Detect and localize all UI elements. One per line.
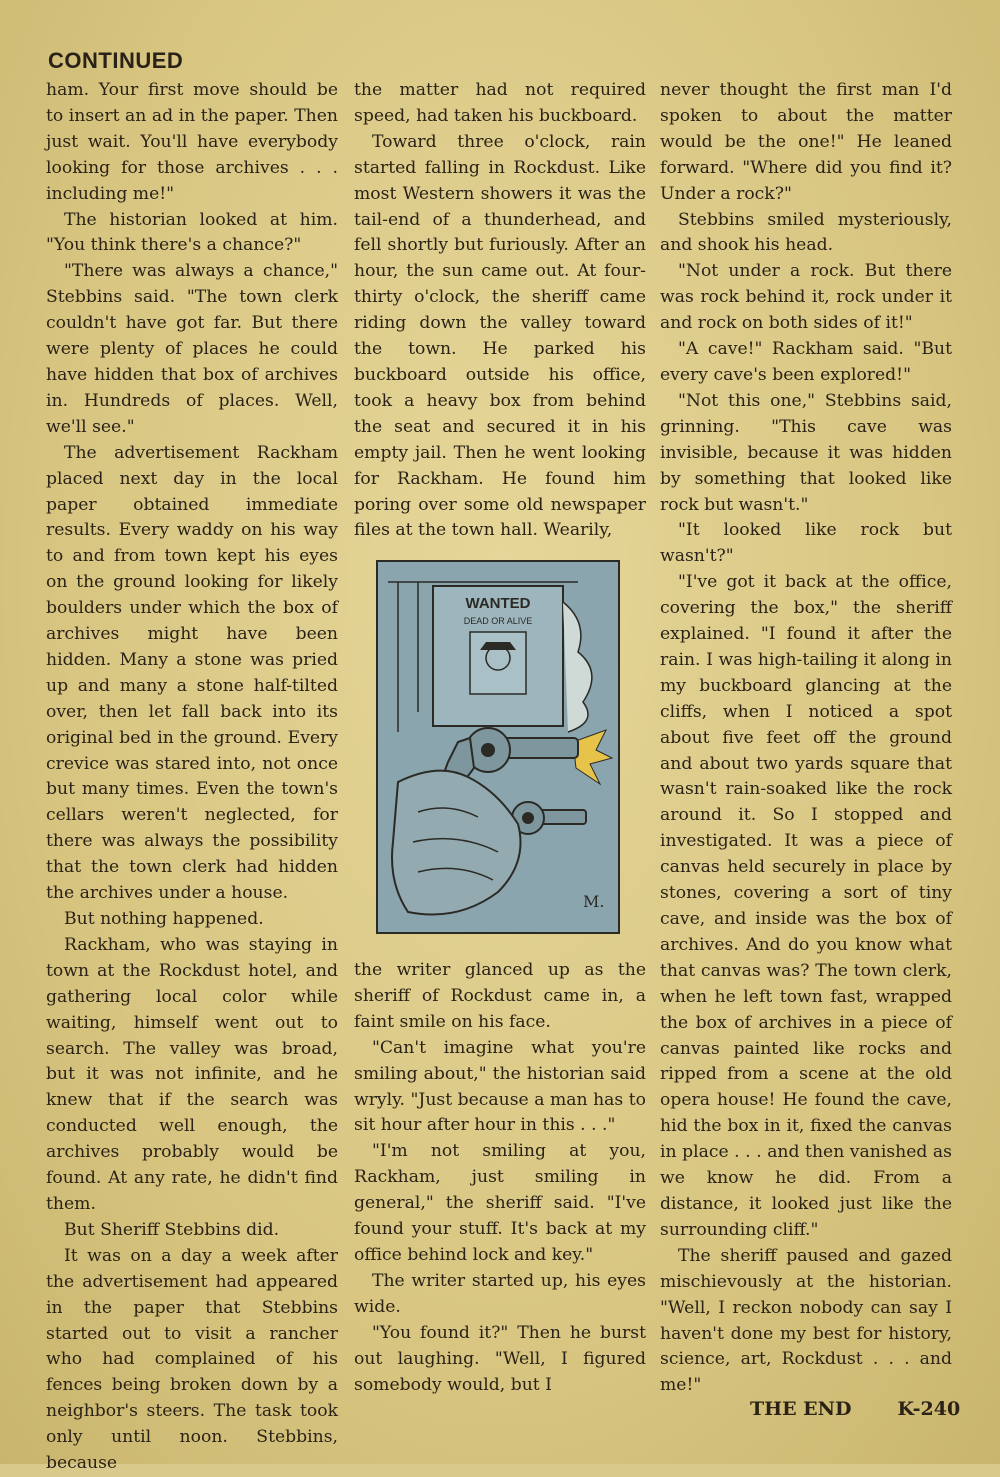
artist-signature: M. (583, 892, 605, 911)
paragraph: But nothing happened. (64, 909, 264, 929)
page-footer (750, 1398, 960, 1420)
paragraph: Toward three o'clock, rain started falling in Rockdust. Like most Western showers it was the tail-end of a thunderhead, and fell shortly but furiously. After an hour, the sun came out. At four-thirty o'clock, the sheriff came riding down the valley toward the town. He parked his buckboard outside his office, took a heavy box from behind the seat and secured it in his empty jail. Then he went looking for Rackham. He found him poring over some old newspaper files at the town hall. Wearily, (354, 131, 646, 541)
revolver-illustration (376, 560, 620, 934)
text-column-2-top (354, 78, 646, 544)
the-end-label: THE END (750, 1398, 852, 1420)
paragraph: The sheriff paused and gazed mischievously at the historian. "Well, I reckon nobody can say I haven't done my best for history, science, art, Rockdust . . . and me!" (660, 1245, 952, 1396)
paragraph: But Sheriff Stebbins did. (64, 1219, 280, 1240)
paragraph: the matter had not required speed, had taken his buckboard. (354, 80, 646, 126)
paragraph: "Not this one," Stebbins said, grinning. "This cave was invisible, because it was hidden by something that looked like rock but wasn't." (660, 390, 952, 515)
paragraph: Stebbins smiled mysteriously, and shook his head. (660, 209, 952, 256)
paragraph: "I'm not smiling at you, Rackham, just smiling in general," the sheriff said. "I've found your stuff. It's back at my office behind lock and key." (354, 1141, 646, 1265)
revolver-illustration-art (378, 562, 618, 932)
text-column-2-bottom (354, 958, 646, 1398)
paragraph: Rackham, who was staying in town at the Rockdust hotel, and gathering local color while waiting, himself went out to search. The valley was broad, but it was not infinite, and he knew that if the search was conducted well enough, the archives probably would be found. At any rate, he didn't find them. (46, 934, 338, 1214)
poster-subtitle: DEAD OR ALIVE (463, 616, 533, 626)
paragraph: "Not under a rock. But there was rock behind it, rock under it and rock on both sides of it!" (660, 261, 952, 334)
text-column-1 (46, 78, 338, 1477)
paragraph: ham. Your first move should be to insert an ad in the paper. Then just wait. You'll have everybody looking for those archives . . . including me!" (46, 80, 338, 204)
text-column-3 (660, 78, 952, 1399)
paragraph: "I've got it back at the office, covering the box," the sheriff explained. "I found it after the rain. I was high-tailing it along in my buckboard glancing at the cliffs, when I noticed a spot about five feet off the ground and about two yards square that wasn't rain-soaked like the rock around it. So I stopped and investigated. It was a piece of canvas held securely in place by stones, covering a sort of tiny cave, and inside was the box of archives. And do you know what that canvas was? The town clerk, when he left town fast, wrapped the box of archives in a piece of canvas painted like rocks and ripped from a scene at the old opera house! He found the cave, hid the box in it, fixed the canvas in place . . . and then vanished as we know he did. From a distance, it looked just like the surrounding cliff." (660, 572, 952, 1240)
poster-portrait (470, 632, 526, 694)
paragraph: "A cave!" Rackham said. "But every cave's been explored!" (660, 339, 952, 385)
paragraph: never thought the first man I'd spoken to about the matter would be the one!" He leaned forward. "Where did you find it? Under a rock?" (660, 80, 952, 204)
portrait-hat (480, 642, 516, 650)
paragraph: "There was always a chance," Stebbins said. "The town clerk couldn't have got far. But there were plenty of places he could have hidden that box of archives in. Hundreds of places. Well, we'll see." (46, 261, 338, 437)
paragraph: The historian looked at him. "You think there's a chance?" (46, 209, 338, 256)
page-code: K-240 (897, 1398, 961, 1420)
paragraph: "It looked like rock but wasn't?" (660, 520, 952, 567)
continued-header: CONTINUED (48, 48, 184, 73)
paragraph: the writer glanced up as the sheriff of Rockdust came in, a faint smile on his face. (354, 960, 646, 1032)
paragraph: The writer started up, his eyes wide. (354, 1270, 646, 1317)
poster-title: WANTED (465, 595, 531, 612)
paragraph: "You found it?" Then he burst out laughing. "Well, I figured somebody would, but I (354, 1322, 646, 1395)
paragraph: "Can't imagine what you're smiling about," the historian said wryly. "Just because a man has to sit hour after hour in this . . ." (354, 1037, 646, 1136)
paragraph: The advertisement Rackham placed next day in the local paper obtained immediate results. Every waddy on his way to and from town kept his eyes on the ground looking for likely boulders under which the box of archives might have been hidden. Many a stone was pried up and many a stone half-tilted over, then let fall back into its original bed in the ground. Every crevice was stared into, not once but many times. Even the town's cellars weren't neglected, for there was always the possibility that the town clerk had hidden the archives under a house. (46, 442, 338, 904)
paragraph: It was on a day a week after the advertisement had appeared in the paper that Stebbins started out to visit a rancher who had complained of his fences being broken down by a neighbor's steers. The task took only until noon. Stebbins, because (46, 1245, 338, 1474)
